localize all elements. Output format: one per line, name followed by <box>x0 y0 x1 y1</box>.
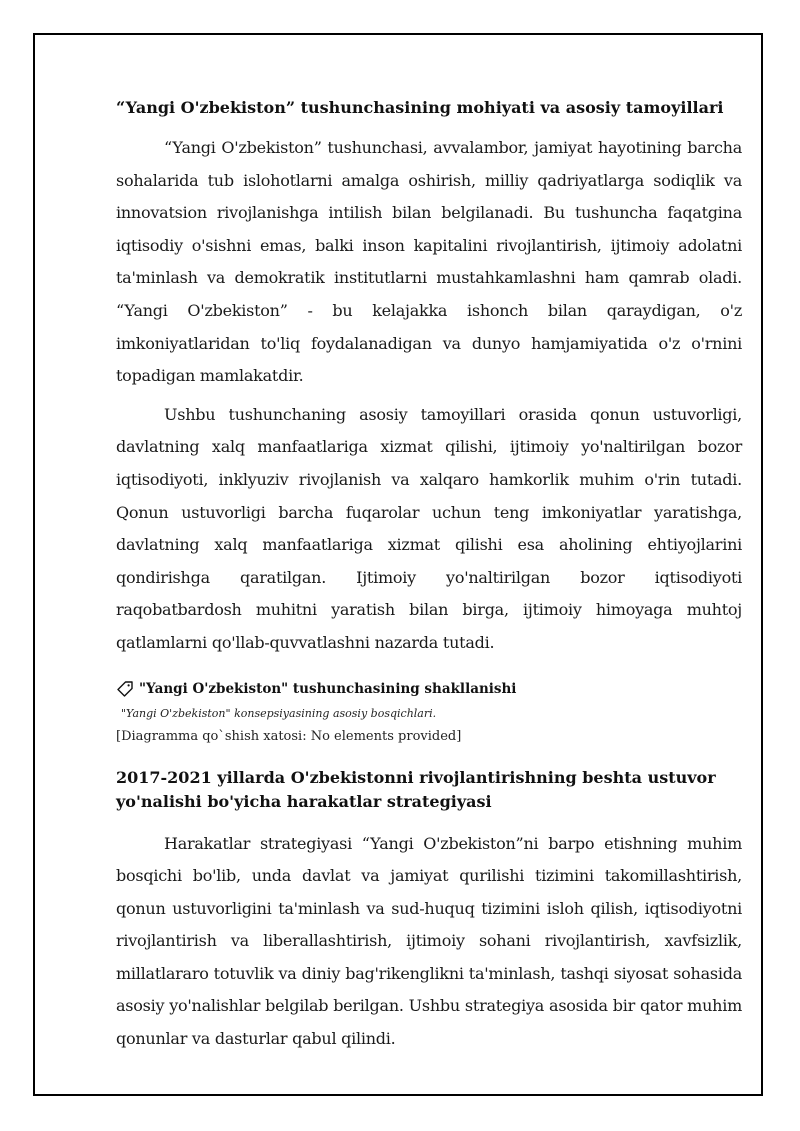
diagram-error-message: [Diagramma qo`shish xatosi: No elements provided] <box>116 728 462 744</box>
diagram-subtitle: "Yangi O'zbekiston" konsepsiyasining asosiy bosqichlari. <box>121 706 437 720</box>
paragraph-strategiya: Harakatlar strategiyasi “Yangi O'zbekiston”ni barpo etishning muhim bosqichi bo'lib, unda davlat va jamiyat qurilishi tizimini takomillashtirish, qonun ustuvorligini ta'minlash va sud-huquq tizimini isloh qilish, iqtisodiyotni rivojlantirish va liberallashtirish, ijtimoiy sohani rivojlantirish, xavfsizlik, millatlararo totuvlik va diniy bag'rikenglikni ta'minlash, tashqi siyosat sohasida asosiy yo'nalishlar belgilab berilgan. Ushbu strategiya asosida bir qator muhim qonunlar va dasturlar qabul qilindi. <box>116 833 742 1049</box>
section-heading-strategiya: 2017-2021 yillarda O'zbekistonni rivojlantirishning beshta ustuvor yo'nalishi bo'yicha harakatlar strategiyasi <box>116 767 716 811</box>
diagram-title-row <box>116 678 742 700</box>
paragraph-mohiyati: “Yangi O'zbekiston” tushunchasi, avvalambor, jamiyat hayotining barcha sohalarida tub islohotlarni amalga oshirish, milliy qadriyatlarga sodiqlik va innovatsion rivojlanishga intilish bilan belgilanadi. Bu tushuncha faqatgina iqtisodiy o'sishni emas, balki inson kapitalini rivojlantirish, ijtimoiy adolatni ta'minlash va demokratik institutlarni mustahkamlashni ham qamrab oladi. “Yangi O'zbekiston” - bu kelajakka ishonch bilan qaraydigan, o'z imkoniyatlaridan to'liq foydalanadigan va dunyo hamjamiyatida o'z o'rnini topadigan mamlakatdir. <box>116 138 742 386</box>
paragraph-tamoyillari: Ushbu tushunchaning asosiy tamoyillari orasida qonun ustuvorligi, davlatning xalq manfaatlariga xizmat qilishi, ijtimoiy yo'naltirilgan bozor iqtisodiyoti, inklyuziv rivojlanish va xalqaro hamkorlik muhim o'rin tutadi. Qonun ustuvorligi barcha fuqarolar uchun teng imkoniyatlar yaratishga, davlatning xalq manfaatlariga xizmat qilishi esa aholining ehtiyojlarini qondirishga qaratilgan. Ijtimoiy yo'naltirilgan bozor iqtisodiyoti raqobatbardosh muhitni yaratish bilan birga, ijtimoiy himoyaga muhtoj qatlamlarni qo'llab-quvvatlashni nazarda tutadi. <box>116 404 742 652</box>
diagram-title: "Yangi O'zbekiston" tushunchasining shakllanishi <box>139 680 517 697</box>
section-heading-mohiyati: “Yangi O'zbekiston” tushunchasining mohiyati va asosiy tamoyillari <box>116 98 724 117</box>
tag-icon <box>116 680 134 698</box>
document-body <box>116 96 742 1056</box>
diagram-placeholder <box>116 678 742 744</box>
section-heading-block <box>116 766 742 814</box>
